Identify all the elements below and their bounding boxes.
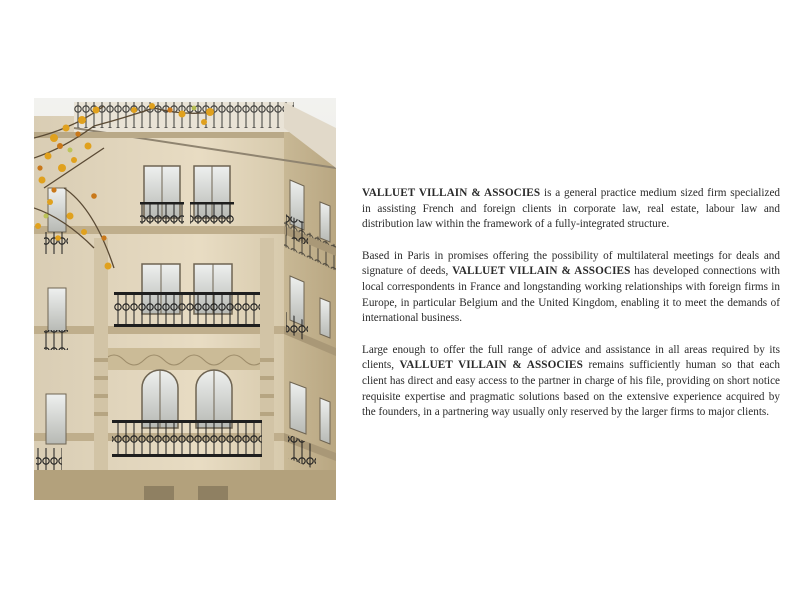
paragraph-text: remains sufficiently human so that each client has direct and easy access to the partner in charge of his file, providing on short notice requisite expertise and pragmatic solutions based on the extensive experience acquired by the founders, in a partnering way usually only reserved by the larger firms to major clients.: [362, 359, 780, 419]
paragraph-text: has developed connections with local correspondents in France and longstanding working relationships with foreign firms in Europe, in particular Belgium and the United Kingdom, enabling it to meet the demands of international business.: [362, 265, 780, 325]
paragraph-text: is a general practice medium sized firm specialized in assisting French and foreign clients in corporate law, real estate, labour law and distribution law within the framework of a fully-integrated structure.: [362, 187, 781, 231]
firm-name: VALLUET VILLAIN & ASSOCIES: [452, 265, 631, 278]
paragraph-text: Large enough to offer the full range of advice and assistance in all areas required by its clients,: [362, 343, 780, 372]
paragraph-intro: [362, 186, 780, 233]
firm-name: VALLUET VILLAIN & ASSOCIES: [399, 359, 583, 372]
paragraph-services: [362, 343, 780, 421]
paragraph-location: [362, 249, 780, 327]
firm-name: VALLUET VILLAIN & ASSOCIES: [362, 187, 541, 199]
paragraph-text: Based in Paris in promises offering the possibility of multilateral meetings for deals and signature of deeds,: [362, 249, 780, 278]
firm-description: [362, 186, 780, 437]
building-facade-photo: [34, 98, 336, 500]
